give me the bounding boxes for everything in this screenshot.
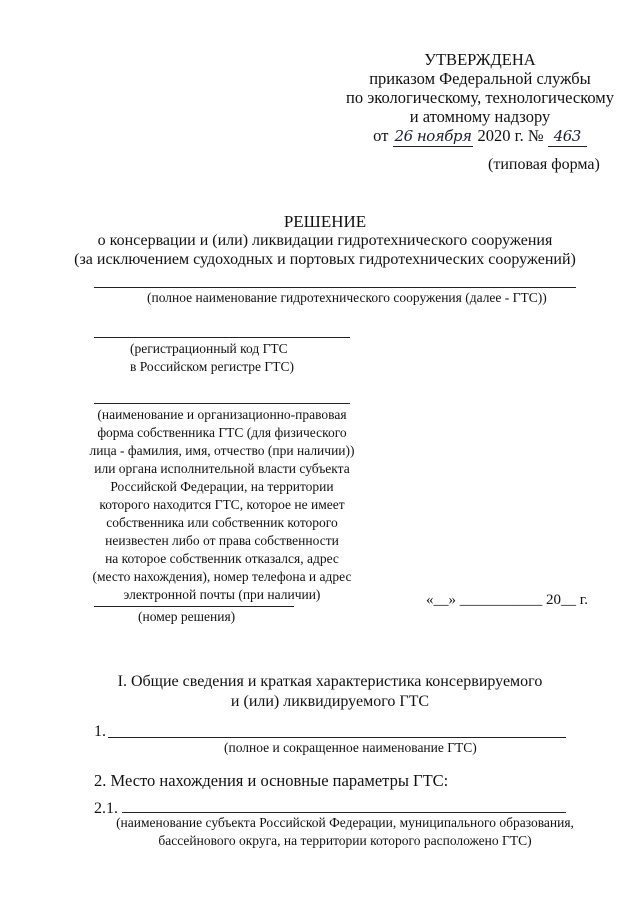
- document-subtitle: (за исключением судоходных и портовых гидротехнических сооружений): [74, 251, 576, 268]
- owner-caption-line: электронной почты (при наличии): [123, 587, 321, 602]
- section1-heading-line: и (или) ликвидируемого ГТС: [230, 693, 430, 710]
- owner-caption-line: (наименование и организационно-правовая: [97, 407, 347, 422]
- document-title-block: [60, 212, 590, 269]
- document-title: РЕШЕНИЕ: [283, 212, 367, 231]
- owner-caption-line: форма собственника ГТС (для физического: [97, 425, 347, 440]
- section1-heading: [60, 672, 600, 712]
- approval-date-line: [330, 126, 630, 147]
- owner-caption-line: или органа исполнительной власти субъекта: [94, 461, 350, 476]
- gts-name-field-line: [94, 287, 576, 288]
- item21-caption-line: бассейнового округа, на территории которого расположено ГТС): [158, 833, 532, 848]
- decision-number-caption: (номер решения): [138, 609, 236, 624]
- decision-date-line: «__» ___________ 20__ г.: [426, 592, 588, 608]
- handwritten-number: 463: [548, 127, 587, 147]
- item21-field-line: [122, 812, 566, 813]
- section1-heading-line: I. Общие сведения и краткая характеристика консервируемого: [117, 673, 543, 690]
- item21-caption: [100, 814, 590, 850]
- owner-field-line: [94, 403, 350, 404]
- gts-name-caption: (полное наименование гидротехнического сооружения (далее - ГТС)): [147, 290, 547, 305]
- decision-number-field-line: [94, 606, 294, 607]
- item21-label: 2.1.: [94, 800, 118, 817]
- owner-caption-line: (место нахождения), номер телефона и адрес: [92, 569, 352, 584]
- item2-heading: 2. Место нахождения и основные параметры ГТС:: [94, 771, 449, 790]
- approval-line: по экологическому, технологическому: [345, 88, 614, 107]
- handwritten-date: 26 ноября: [394, 127, 472, 145]
- owner-caption-line: на которое собственник отказался, адрес: [105, 551, 339, 566]
- owner-caption-line: собственника или собственник которого: [106, 515, 338, 530]
- reg-code-caption-line: (регистрационный код ГТС: [130, 341, 288, 356]
- approval-title: УТВЕРЖДЕНА: [424, 50, 536, 69]
- item1-field-line: [108, 737, 566, 738]
- reg-code-caption: [130, 340, 294, 376]
- document-subtitle: о консервации и (или) ликвидации гидротехнического сооружения: [97, 232, 553, 249]
- approval-line: и атомному надзору: [409, 107, 551, 126]
- approval-line: приказом Федеральной службы: [369, 69, 591, 88]
- owner-caption-line: Российской Федерации, на территории: [110, 479, 334, 494]
- approval-block: [330, 50, 630, 147]
- item1-label: 1.: [94, 723, 106, 740]
- reg-code-caption-line: в Российском регистре ГТС): [130, 359, 294, 374]
- date-prefix: от: [373, 126, 389, 145]
- item1-caption: (полное и сокращенное наименование ГТС): [224, 740, 477, 755]
- owner-caption: [84, 406, 360, 604]
- form-type-label: (типовая форма): [488, 156, 600, 173]
- owner-caption-line: которого находится ГТС, которое не имеет: [99, 497, 345, 512]
- year-and-number-label: 2020 г. №: [477, 126, 544, 145]
- owner-caption-line: лица - фамилия, имя, отчество (при наличии)): [89, 443, 355, 458]
- owner-caption-line: неизвестен либо от права собственности: [105, 533, 339, 548]
- reg-code-field-line: [94, 337, 350, 338]
- item21-caption-line: (наименование субъекта Российской Федерации, муниципального образования,: [116, 815, 574, 830]
